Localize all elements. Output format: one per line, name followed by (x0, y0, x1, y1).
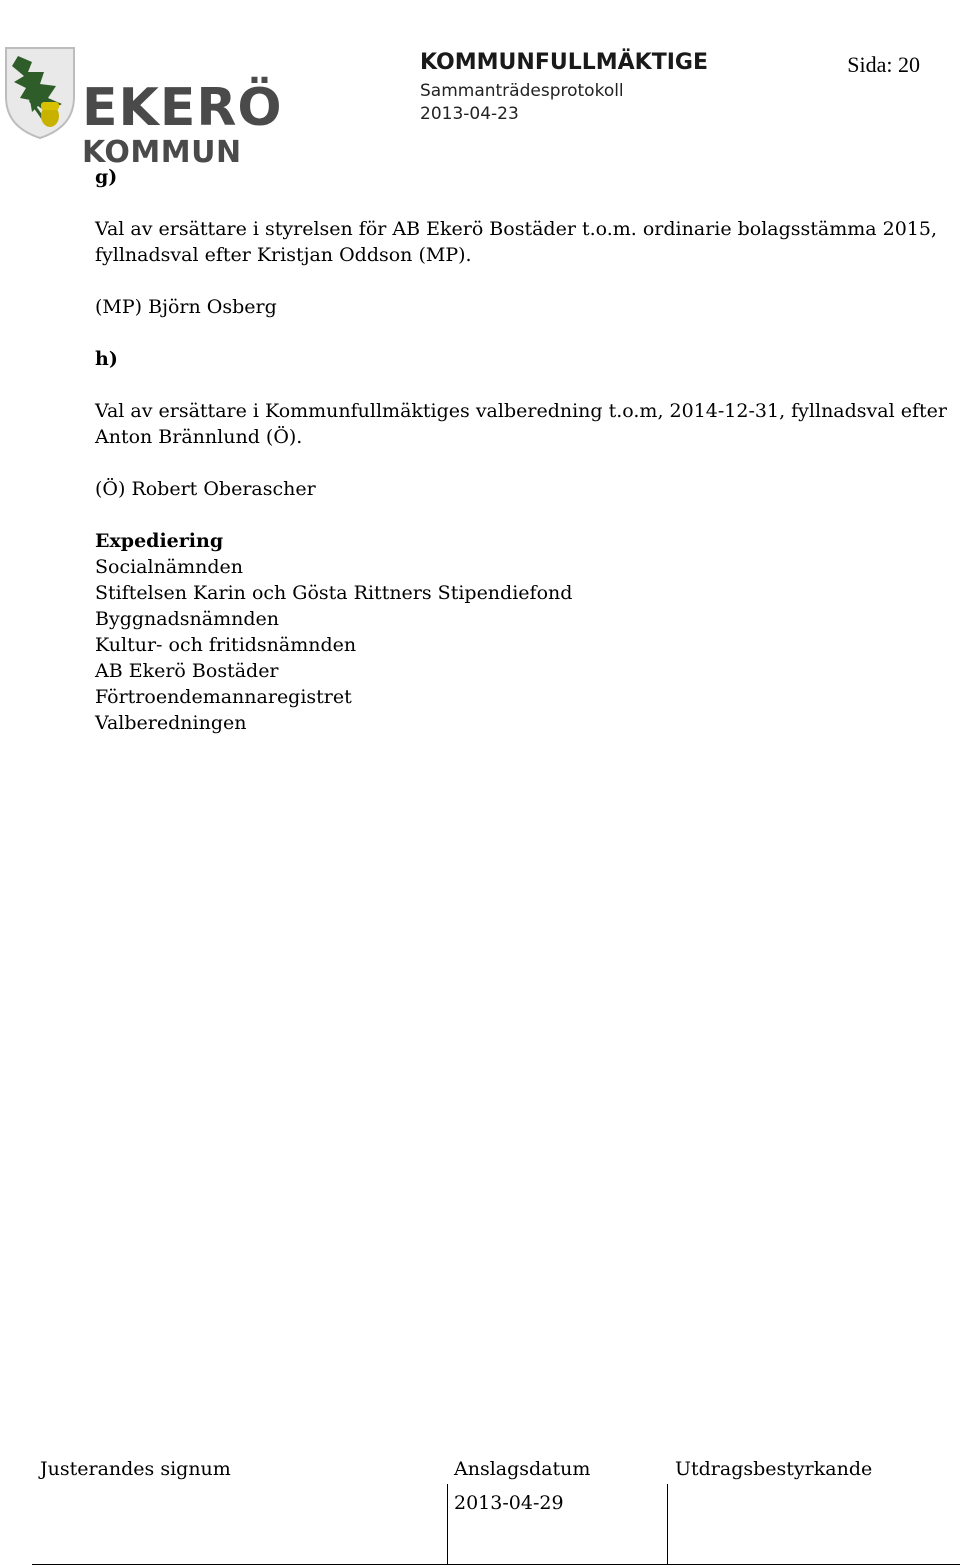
list-item: Socialnämnden (95, 556, 244, 578)
section-text-h: Val av ersättare i Kommunfullmäktiges valberedning t.o.m, 2014-12-31, fyllnadsval efter Anton Brännlund (Ö). (95, 400, 947, 448)
footer-divider-right (667, 1484, 668, 1564)
section-text-g: Val av ersättare i styrelsen för AB Ekerö Bostäder t.o.m. ordinarie bolagsstämma 2015, fyllnadsval efter Kristjan Oddson (MP). (95, 218, 938, 266)
list-item: Byggnadsnämnden (95, 608, 279, 630)
utdragsbestyrkande-label: Utdragsbestyrkande (675, 1458, 873, 1480)
section-elected-g: (MP) Björn Osberg (95, 296, 277, 318)
document-header (420, 50, 708, 124)
list-item: Valberedningen (95, 712, 247, 734)
document-subtitle: Sammanträdesprotokoll (420, 81, 624, 101)
list-item: Stiftelsen Karin och Gösta Rittners Stipendiefond (95, 582, 573, 604)
list-item: AB Ekerö Bostäder (95, 660, 279, 682)
anslagsdatum-value: 2013-04-29 (454, 1492, 564, 1514)
page-number: Sida: 20 (847, 52, 920, 77)
logo-wordmark (82, 78, 283, 170)
document-body (95, 164, 955, 736)
list-item: Kultur- och fritidsnämnden (95, 634, 357, 656)
section-label-g: g) (95, 166, 118, 188)
logo-line-2: KOMMUN (82, 135, 242, 170)
expediering-list (95, 528, 955, 736)
oak-leaf-shield-icon (2, 42, 82, 142)
document-title: KOMMUNFULLMÄKTIGE (420, 50, 708, 75)
justerandes-signum-label: Justerandes signum (40, 1458, 231, 1480)
logo-line-1: EKERÖ (82, 78, 283, 138)
footer-baseline (32, 1564, 960, 1565)
meeting-date: 2013-04-23 (420, 104, 519, 124)
signature-footer (0, 1458, 960, 1568)
footer-divider-left (447, 1484, 448, 1564)
ekero-kommun-logo (0, 38, 283, 170)
section-elected-h: (Ö) Robert Oberascher (95, 478, 316, 500)
section-label-h: h) (95, 348, 118, 370)
anslagsdatum-label: Anslagsdatum (454, 1458, 591, 1480)
list-item: Förtroendemannaregistret (95, 686, 352, 708)
expediering-title: Expediering (95, 530, 224, 552)
